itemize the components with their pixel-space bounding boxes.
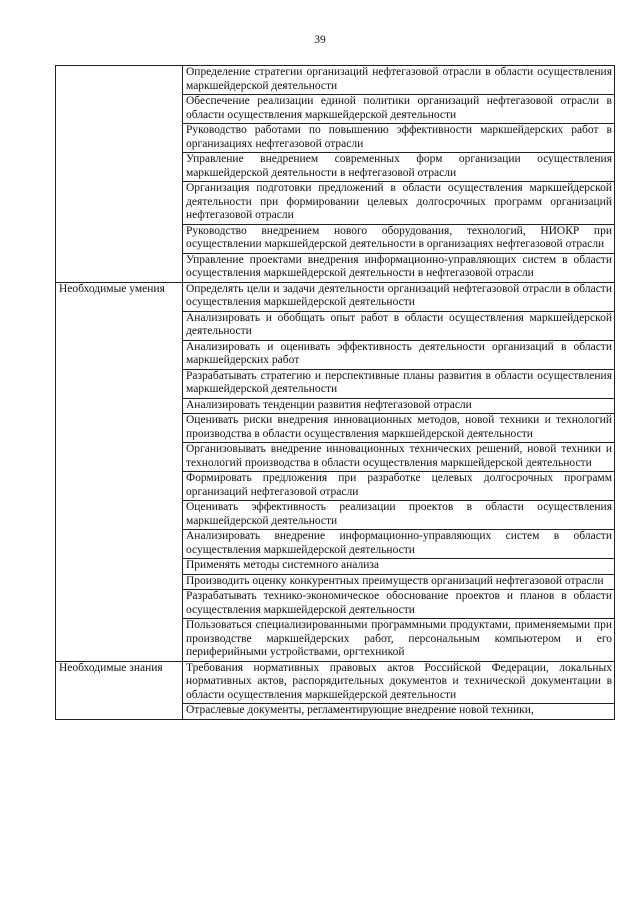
requirement-item: Требования нормативных правовых актов Российской Федерации, локальных нормативных актов, распорядительных документов и технической документации в области осуществления маркшейдерской деятельности [183,661,615,704]
requirement-item: Определение стратегии организаций нефтегазовой отрасли в области осуществления маркшейдерской деятельности [183,66,615,95]
table-row [56,66,615,95]
requirement-item: Организовывать внедрение инновационных технических решений, новой техники и технологий производства в области осуществления маркшейдерской деятельности [183,443,615,472]
requirement-item: Пользоваться специализированными программными продуктами, применяемыми при производстве маркшейдерских работ, персональным компьютером и его периферийными устройствами, оргтехникой [183,619,615,662]
requirement-item: Анализировать внедрение информационно-управляющих систем в области осуществления маркшейдерской деятельности [183,530,615,559]
requirement-item: Разрабатывать стратегию и перспективные планы развития в области осуществления маркшейдерской деятельности [183,369,615,398]
section-label-required-knowledge: Необходимые знания [56,661,183,719]
requirement-item: Разрабатывать технико-экономическое обоснование проектов и планов в области осуществления маркшейдерской деятельности [183,590,615,619]
requirement-item: Анализировать и обобщать опыт работ в области осуществления маркшейдерской деятельности [183,311,615,340]
table-row [56,661,615,704]
requirement-item: Производить оценку конкурентных преимуществ организаций нефтегазовой отрасли [183,574,615,590]
requirement-item: Отраслевые документы, регламентирующие внедрение новой техники, [183,704,615,720]
requirement-item: Применять методы системного анализа [183,559,615,575]
requirement-item: Управление внедрением современных форм организации осуществления маркшейдерской деятельности в нефтегазовой отрасли [183,153,615,182]
requirement-item: Определять цели и задачи деятельности организаций нефтегазовой отрасли в области осуществления маркшейдерской деятельности [183,282,615,311]
requirement-item: Анализировать тенденции развития нефтегазовой отрасли [183,398,615,414]
requirement-item: Руководство работами по повышению эффективности маркшейдерских работ в организациях нефтегазовой отрасли [183,124,615,153]
requirement-item: Анализировать и оценивать эффективность деятельности организаций в области маркшейдерских работ [183,340,615,369]
qualification-table [55,65,615,720]
section-label-required-skills: Необходимые умения [56,282,183,661]
requirement-item: Обеспечение реализации единой политики организаций нефтегазовой отрасли в области осуществления маркшейдерской деятельности [183,95,615,124]
requirement-item: Организация подготовки предложений в области осуществления маркшейдерской деятельности при формировании целевых долгосрочных программ организаций нефтегазовой отрасли [183,182,615,225]
section-label-labor-actions [56,66,183,283]
requirement-item: Руководство внедрением нового оборудования, технологий, НИОКР при осуществлении маркшейдерской деятельности в организациях нефтегазовой отрасли [183,224,615,253]
requirement-item: Оценивать риски внедрения инновационных методов, новой техники и технологий производства в области осуществления маркшейдерской деятельности [183,414,615,443]
requirement-item: Формировать предложения при разработке целевых долгосрочных программ организаций нефтегазовой отрасли [183,472,615,501]
table-row [56,282,615,311]
requirement-item: Управление проектами внедрения информационно-управляющих систем в области осуществления маркшейдерской деятельности в нефтегазовой отрасли [183,253,615,282]
requirement-item: Оценивать эффективность реализации проектов в области осуществления маркшейдерской деятельности [183,501,615,530]
page-number: 39 [314,34,326,46]
